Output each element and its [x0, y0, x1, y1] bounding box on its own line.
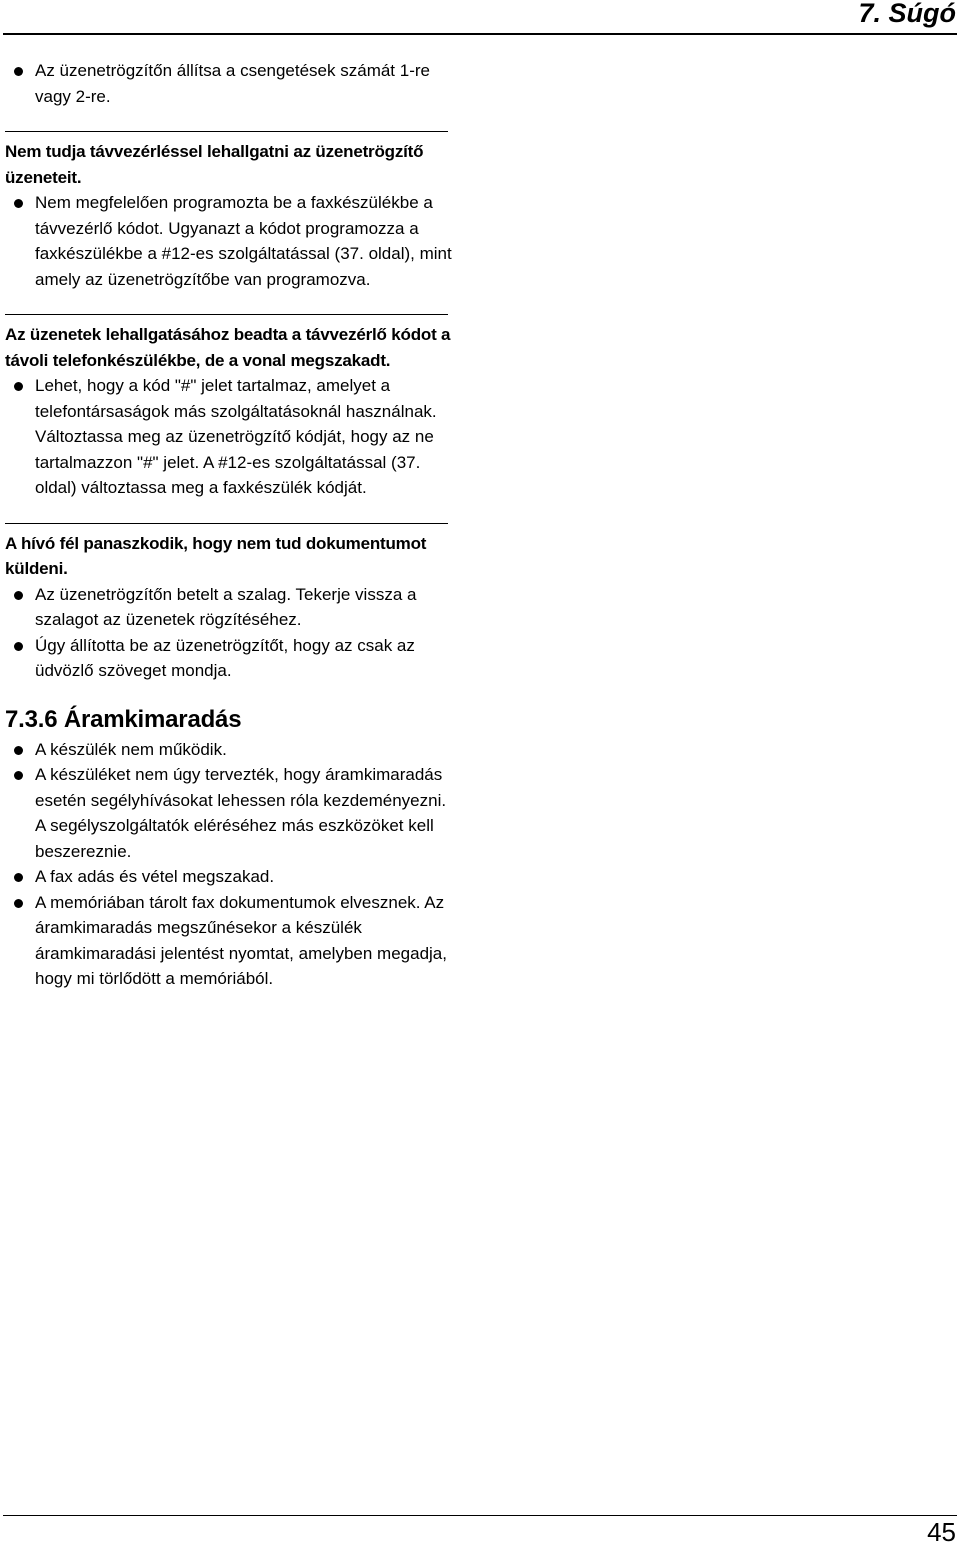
bullet-text: A memóriában tárolt fax dokumentumok elvesznek. Az áramkimaradás megszűnésekor a készülék áramkimaradási jelentést nyomtat, amelyben megadja, hogy mi törlődött a memóriából. [35, 892, 447, 988]
bullet-text: Lehet, hogy a kód "#" jelet tartalmaz, amelyet a telefontársaságok más szolgáltatásoknál használnak. Változtassa meg az üzenetrögzítő kódját, hogy az ne tartalmazzon "#" jelet. A #12-es szolgáltatással (37. oldal) változtassa meg a faxkészülék kódját. [35, 376, 437, 497]
footer-divider [3, 1515, 957, 1516]
main-content [5, 58, 453, 992]
list-item [5, 864, 453, 890]
list-item [5, 58, 453, 109]
list-item [5, 190, 453, 292]
bullet-text: A készüléket nem úgy tervezték, hogy áramkimaradás esetén segélyhívásokat lehessen róla kezdeményezni. A segélyszolgáltatók eléréséhez más eszközöket kell beszereznie. [35, 765, 447, 861]
bullet-icon [14, 746, 23, 755]
bullet-text: A fax adás és vétel megszakad. [35, 867, 275, 886]
bullet-icon [14, 642, 23, 651]
bullet-text: A készülék nem működik. [35, 739, 227, 759]
bullet-icon [14, 199, 23, 208]
section-heading: A hívó fél panaszkodik, hogy nem tud dokumentumot küldeni. [5, 533, 427, 578]
header-divider [3, 33, 957, 35]
section-heading: Az üzenetek lehallgatásához beadta a távvezérlő kódot a távoli telefonkészülékbe, de a vonal megszakadt. [5, 325, 451, 370]
section-remote-access [5, 131, 453, 292]
bullet-icon [14, 591, 23, 600]
bullet-text: Nem megfelelően programozta be a faxkészülékbe a távvezérlő kódot. Ugyanazt a kódot programozza a faxkészülékbe a #12-es szolgáltatással (37. oldal), mint amely az üzenetrögzítőbe van programozva. [35, 193, 452, 289]
section-heading: Nem tudja távvezérléssel lehallgatni az üzenetrögzítő üzeneteit. [5, 142, 424, 187]
list-item [5, 373, 453, 501]
bullet-icon [14, 67, 23, 76]
section-cannot-send [5, 523, 453, 684]
list-item [5, 890, 453, 992]
bullet-icon [14, 771, 23, 780]
subsection-title: 7.3.6 Áramkimaradás [5, 705, 242, 733]
section-divider [5, 314, 448, 315]
section-line-disconnected [5, 314, 453, 501]
bullet-text: Úgy állította be az üzenetrögzítőt, hogy az csak az üdvözlő szöveget mondja. [35, 635, 415, 680]
list-item [5, 737, 453, 763]
section-divider [5, 131, 448, 132]
bullet-icon [14, 899, 23, 908]
bullet-icon [14, 873, 23, 882]
bullet-icon [14, 382, 23, 391]
list-item [5, 633, 453, 684]
list-item [5, 582, 453, 633]
list-item [5, 762, 453, 864]
bullet-text: Az üzenetrögzítőn betelt a szalag. Tekerje vissza a szalagot az üzenetek rögzítéséhez. [35, 584, 417, 629]
section-divider [5, 523, 448, 524]
page-number: 45 [927, 1517, 956, 1547]
bullet-text: Az üzenetrögzítőn állítsa a csengetések számát 1-re vagy 2-re. [35, 61, 430, 106]
chapter-title: 7. Súgó [858, 0, 956, 28]
